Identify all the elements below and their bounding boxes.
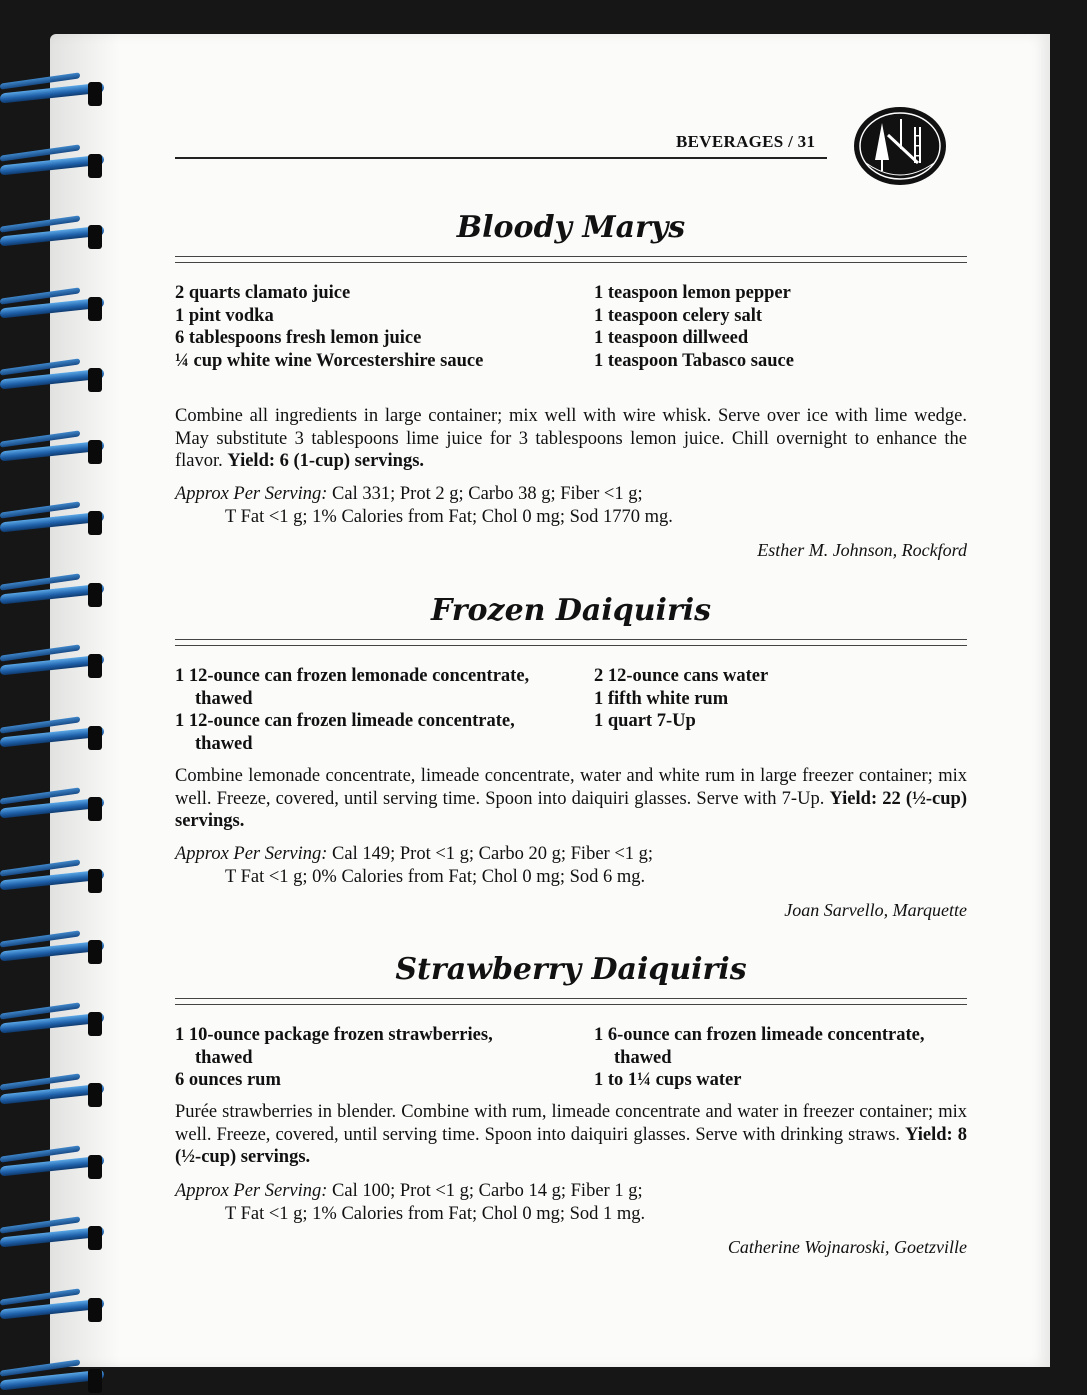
ingredient-list-left: [175, 665, 535, 755]
ingredient: 1 6-ounce can frozen limeade concentrate, thawed: [594, 1025, 925, 1068]
ingredient: 1 teaspoon lemon pepper: [594, 283, 791, 303]
recipe-title: Frozen Daiquiris: [430, 593, 712, 628]
running-head: BEVERAGES / 31: [676, 132, 816, 151]
binding-coil: [0, 865, 108, 895]
ingredient-list-right: [594, 665, 964, 733]
ingredient-list-right: [594, 282, 964, 372]
ingredient: 6 ounces rum: [175, 1070, 281, 1090]
ingredient: 1 pint vodka: [175, 305, 274, 326]
ingredient: 1 teaspoon celery salt: [594, 305, 763, 326]
binding-coil: [0, 793, 108, 823]
header-rule: [175, 157, 827, 159]
title-rule: [175, 998, 967, 1005]
binding-coil: [0, 1294, 108, 1324]
nutrition-info: Approx Per Serving: Cal 100; Prot <1 g; Carbo 14 g; Fiber 1 g; T Fat <1 g; 1% Calories from Fat; Chol 0 mg; Sod 1 mg.: [175, 1181, 646, 1224]
ingredient: 1 to 1¼ cups water: [594, 1070, 742, 1090]
title-rule: [175, 639, 967, 646]
binding-coil: [0, 722, 108, 752]
spiral-binding: [0, 0, 120, 1367]
ingredient-list-left: [175, 282, 555, 372]
recipe-title: Bloody Marys: [456, 210, 686, 245]
nutrition-info: Approx Per Serving: Cal 149; Prot <1 g; Carbo 20 g; Fiber <1 g; T Fat <1 g; 0% Calories from Fat; Chol 0 mg; Sod 6 mg.: [175, 844, 654, 887]
ingredient: 1 quart 7-Up: [594, 711, 696, 731]
binding-coil: [0, 221, 108, 251]
recipe-yield: Yield: 6 (1-cup) servings.: [227, 451, 425, 471]
ingredient-list-right: [594, 1024, 964, 1092]
recipe-yield: Yield: 8 (½-cup) servings.: [175, 1124, 967, 1167]
binding-coil: [0, 436, 108, 466]
recipe-method: Combine all ingredients in large container; mix well with wire whisk. Serve over ice with lime wedge. May substitute 3 tablespoons lime juice for 3 tablespoons lemon juice. Chill overnight to enhance the flavor. Yield: 6 (1-cup) servings.: [175, 406, 967, 471]
ingredient: 1 teaspoon Tabasco sauce: [594, 350, 794, 371]
ingredient: 2 12-ounce cans water: [594, 666, 769, 686]
binding-coil: [0, 293, 108, 323]
ingredient: 1 fifth white rum: [594, 688, 729, 709]
recipe-title: Strawberry Daiquiris: [395, 952, 747, 987]
recipe-method: Purée strawberries in blender. Combine with rum, limeade concentrate and water in freezer container; mix well. Freeze, covered, until serving time. Spoon into daiquiri glasses. Serve with drinking straws. Yield: 8 (½-cup) servings.: [175, 1102, 967, 1167]
binding-coil: [0, 650, 108, 680]
ingredient: ¼ cup white wine Worcestershire sauce: [175, 350, 484, 371]
binding-coil: [0, 1151, 108, 1181]
binding-coil: [0, 1008, 108, 1038]
chapter-logo-icon: [852, 105, 948, 187]
nutrition-info: Approx Per Serving: Cal 331; Prot 2 g; Carbo 38 g; Fiber <1 g; T Fat <1 g; 1% Calories from Fat; Chol 0 mg; Sod 1770 mg.: [175, 484, 673, 527]
ingredient: 1 12-ounce can frozen limeade concentrate, thawed: [175, 711, 515, 754]
ingredient: 2 quarts clamato juice: [175, 283, 351, 303]
recipe-method: Combine lemonade concentrate, limeade concentrate, water and white rum in large freezer container; mix well. Freeze, covered, until serving time. Spoon into daiquiri glasses. Serve with 7-Up. Yield: 22 (½-cup) servings.: [175, 766, 968, 831]
ingredient: 1 12-ounce can frozen lemonade concentrate, thawed: [175, 666, 530, 709]
binding-coil: [0, 579, 108, 609]
contributor: Catherine Wojnaroski, Goetzville: [727, 1237, 967, 1257]
binding-coil: [0, 78, 108, 108]
recipe-yield: Yield: 22 (½-cup) servings.: [175, 788, 968, 831]
title-rule: [175, 256, 967, 263]
contributor: Esther M. Johnson, Rockford: [757, 540, 967, 560]
binding-coil: [0, 364, 108, 394]
ingredient: 1 teaspoon dillweed: [594, 328, 749, 348]
binding-coil: [0, 1079, 108, 1109]
ingredient: 1 10-ounce package frozen strawberries, thawed: [175, 1025, 493, 1068]
binding-coil: [0, 936, 108, 966]
ingredient-list-left: [175, 1024, 515, 1092]
binding-coil: [0, 1222, 108, 1252]
ingredient: 6 tablespoons fresh lemon juice: [175, 328, 422, 348]
contributor: Joan Sarvello, Marquette: [784, 900, 967, 920]
binding-coil: [0, 507, 108, 537]
binding-coil: [0, 150, 108, 180]
binding-coil: [0, 1365, 108, 1395]
